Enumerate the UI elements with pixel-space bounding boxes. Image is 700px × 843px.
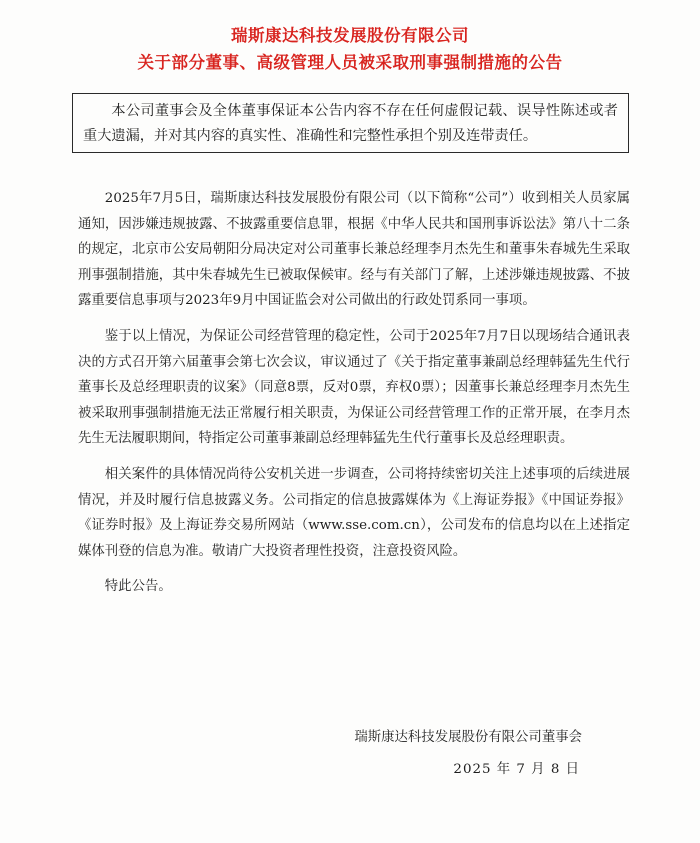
paragraph-closing: 特此公告。 xyxy=(104,579,172,595)
company-name-heading: 瑞斯康达科技发展股份有限公司 xyxy=(231,26,469,45)
paragraph-case-notice: 2025年7月5日，瑞斯康达科技发展股份有限公司（以下简称“公司”）收到相关人员家属通知，因涉嫌违规披露、不披露重要信息罪，根据《中华人民共和国刑事诉讼法》第八十二条的规定，北京市公安局朝阳分局决定对公司董事长兼总经理李月杰先生和董事朱春城先生采取刑事强制措施，其中朱春城先生已被取保候审。经与有关部门了解，上述涉嫌违规披露、不披露重要信息事项与2023年9月中国证监会对公司做出的行政处罚系同一事项。 xyxy=(78,191,630,309)
signature-date: 2025 年 7 月 8 日 xyxy=(453,762,580,777)
announcement-title: 关于部分董事、高级管理人员被采取刑事强制措施的公告 xyxy=(137,53,563,72)
paragraph-board-resolution: 鉴于以上情况，为保证公司经营管理的稳定性，公司于2025年7月7日以现场结合通讯表决的方式召开第六届董事会第七次会议，审议通过了《关于指定董事兼副总经理韩猛先生代行董事长及总经理职责的议案》（同意8票，反对0票，弃权0票）；因董事长兼总经理李月杰先生被采取刑事强制措施无法正常履行相关职责，为保证公司经营管理工作的正常开展，在李月杰先生无法履职期间，特指定公司董事兼副总经理韩猛先生代行董事长及总经理职责。 xyxy=(78,328,630,447)
announcement-body xyxy=(78,186,630,600)
paragraph-disclosure: 相关案件的具体情况尚待公安机关进一步调查，公司将持续密切关注上述事项的后续进展情况，并及时履行信息披露义务。公司指定的信息披露媒体为《上海证券报》《中国证券报》《证券时报》及上海证券交易所网站（www.sse.com.cn），公司发布的信息均以在上述指定媒体刊登的信息为准。敬请广大投资者理性投资，注意投资风险。 xyxy=(78,466,630,559)
signature-organization: 瑞斯康达科技发展股份有限公司董事会 xyxy=(354,730,582,745)
board-guarantee-text: 本公司董事会及全体董事保证本公告内容不存在任何虚假记载、误导性陈述或者重大遗漏，并对其内容的真实性、准确性和完整性承担个别及连带责任。 xyxy=(83,103,618,144)
board-guarantee-box xyxy=(72,93,629,153)
